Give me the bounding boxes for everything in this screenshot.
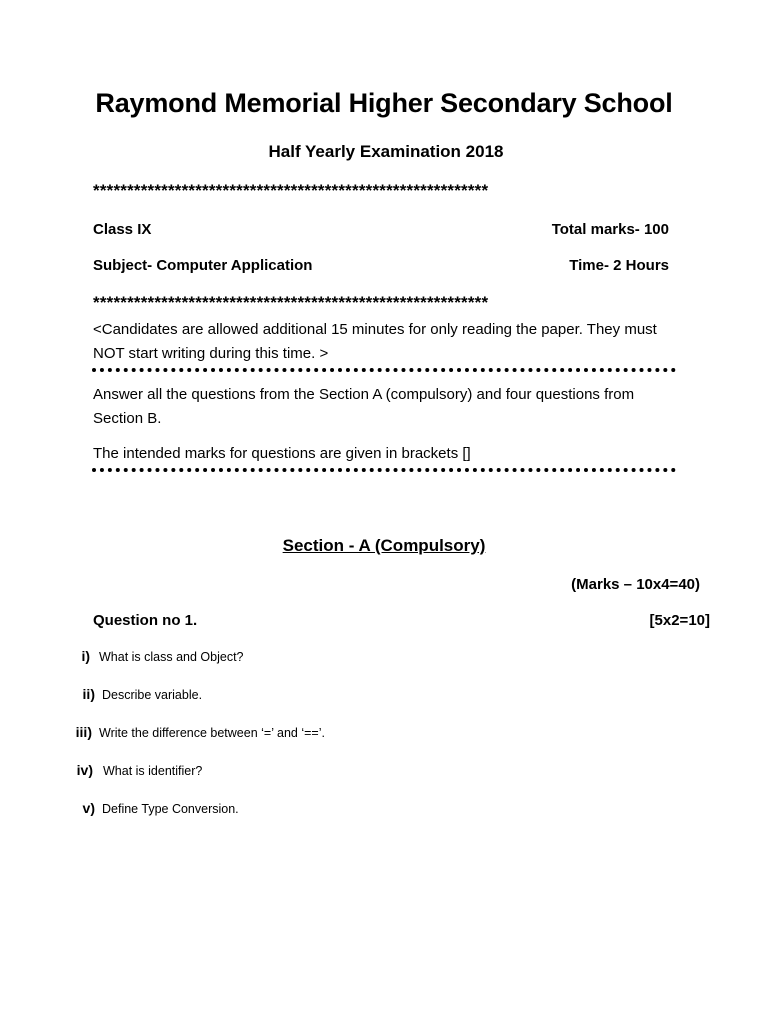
question-marks: [5x2=10] <box>649 612 710 629</box>
time-label: Time- 2 Hours <box>569 257 669 274</box>
reading-instruction: <Candidates are allowed additional 15 minutes for only reading the paper. They must NOT start writing during this time. > <box>93 321 657 362</box>
item-text-2: Describe variable. <box>102 688 203 702</box>
question-label: Question no 1. <box>93 612 198 629</box>
section-a-heading: Section - A (Compulsory) <box>282 536 486 555</box>
answer-instruction: Answer all the questions from the Section A (compulsory) and four questions from Section B. <box>93 386 635 427</box>
star-divider-middle: ********************************************************** <box>93 293 489 312</box>
star-divider-top: ********************************************************** <box>93 181 489 200</box>
item-number-1: i) <box>81 648 90 664</box>
item-number-3: iii) <box>75 724 92 740</box>
section-a-marks: (Marks – 10x4=40) <box>571 576 700 593</box>
item-text-4: What is identifier? <box>103 764 203 778</box>
item-text-3: Write the difference between ‘=’ and ‘==’. <box>99 726 325 740</box>
total-marks: Total marks- 100 <box>551 221 669 238</box>
item-number-5: v) <box>82 800 95 816</box>
item-text-5: Define Type Conversion. <box>102 802 239 816</box>
item-text-1: What is class and Object? <box>99 650 244 664</box>
subject-label: Subject- Computer Application <box>93 257 313 274</box>
school-name: Raymond Memorial Higher Secondary School <box>95 88 673 118</box>
dotted-divider-2 <box>92 468 676 472</box>
item-number-4: iv) <box>76 762 93 778</box>
item-number-2: ii) <box>82 686 95 702</box>
class-label: Class IX <box>93 221 152 238</box>
exam-title: Half Yearly Examination 2018 <box>268 142 504 161</box>
marks-note: The intended marks for questions are given in brackets [] <box>93 445 471 462</box>
dotted-divider-1 <box>92 368 676 372</box>
